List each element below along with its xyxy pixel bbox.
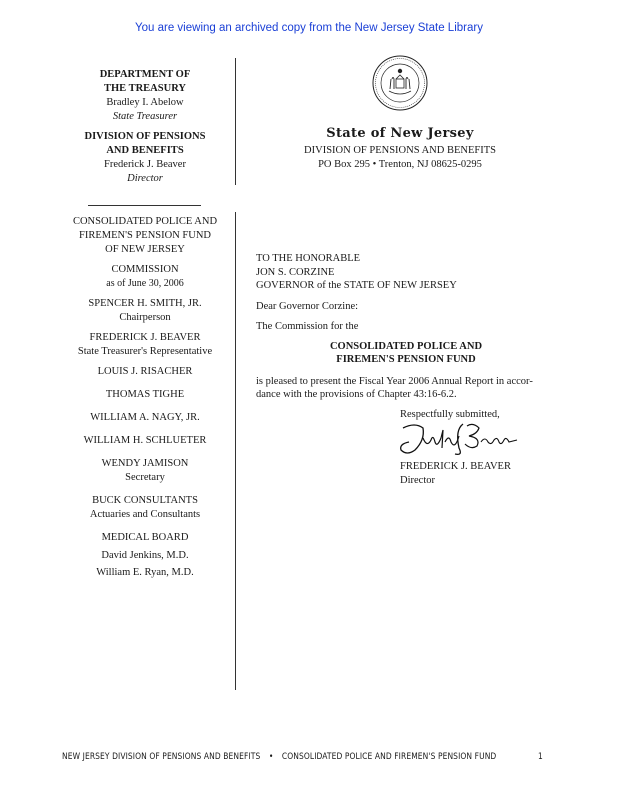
treasurer-title: State Treasurer: [112, 111, 178, 122]
signer-name: FREDERICK J. BEAVER: [400, 461, 511, 472]
state-seal-icon: [372, 55, 428, 111]
salutation: Dear Governor Corzine:: [256, 300, 359, 312]
agency-division: DIVISION OF PENSIONS AND BENEFITS: [304, 145, 496, 156]
division-line2: AND BENEFITS: [106, 145, 184, 156]
member-name: THOMAS TIGHE: [105, 389, 185, 400]
fund-name-line1: CONSOLIDATED POLICE AND: [329, 340, 483, 352]
consultants-name: BUCK CONSULTANTS: [92, 495, 198, 506]
addressee-line3: GOVERNOR of the STATE OF NEW JERSEY: [256, 280, 457, 291]
member-name: FREDERICK J. BEAVER: [89, 332, 201, 343]
handwritten-signature: [393, 420, 523, 460]
fund-name-line2: FIREMEN'S PENSION FUND: [336, 354, 476, 365]
member-name: WILLIAM H. SCHLUETER: [83, 435, 207, 446]
member-name: WILLIAM A. NAGY, JR.: [90, 412, 200, 423]
consultants-desc: Actuaries and Consultants: [89, 509, 201, 520]
page-number: 1: [538, 751, 543, 761]
archive-banner: You are viewing an archived copy from the New Jersey State Library: [135, 22, 483, 34]
closing: Respectfully submitted,: [400, 409, 500, 420]
fund-line2: FIREMEN'S PENSION FUND: [79, 230, 211, 241]
footer-left: NEW JERSEY DIVISION OF PENSIONS AND BENEFITS: [62, 751, 261, 761]
agency-block: [250, 144, 550, 172]
fund-line1: CONSOLIDATED POLICE AND: [72, 216, 218, 227]
division-line1: DIVISION OF PENSIONS: [84, 131, 206, 142]
member-role: State Treasurer's Representative: [77, 346, 213, 357]
body-line1: is pleased to present the Fiscal Year 2006 Annual Report in accor-: [256, 375, 533, 387]
director-name: Frederick J. Beaver: [104, 159, 186, 170]
section-divider: [88, 205, 201, 206]
vertical-rule-bottom: [235, 212, 236, 690]
footer-right: CONSOLIDATED POLICE AND FIREMEN'S PENSION FUND: [281, 751, 497, 761]
fund-line3: OF NEW JERSEY: [105, 244, 185, 255]
medical-board-member: David Jenkins, M.D.: [101, 550, 189, 561]
member-name: SPENCER H. SMITH, JR.: [88, 298, 202, 309]
intro-text: The Commission for the: [256, 321, 359, 332]
member-name: WENDY JAMISON: [101, 458, 189, 469]
state-title: State of New Jersey: [326, 126, 474, 141]
member-name: LOUIS J. RISACHER: [97, 366, 193, 377]
vertical-rule-top: [235, 58, 236, 185]
member-role: Secretary: [125, 472, 165, 483]
agency-address: PO Box 295 • Trenton, NJ 08625-0295: [318, 159, 482, 170]
signer-title: Director: [400, 475, 435, 486]
treasurer-name: Bradley I. Abelow: [106, 97, 184, 108]
addressee-line1: TO THE HONORABLE: [256, 253, 361, 264]
dept-line2: THE TREASURY: [103, 83, 186, 94]
addressee-line2: JON S. CORZINE: [256, 266, 335, 278]
commission-as-of: as of June 30, 2006: [106, 278, 184, 289]
director-title: Director: [127, 173, 163, 184]
treasury-block: [58, 68, 232, 186]
member-role: Chairperson: [119, 312, 171, 323]
medical-board-heading: MEDICAL BOARD: [101, 532, 189, 543]
footer-bullet: •: [268, 751, 274, 761]
fund-commission-block: [58, 215, 232, 580]
letter-body: [256, 252, 556, 402]
commission-heading: COMMISSION: [111, 264, 179, 275]
dept-line1: DEPARTMENT OF: [99, 69, 191, 80]
body-line2: dance with the provisions of Chapter 43:16-6.2.: [256, 389, 457, 400]
page-footer: [62, 751, 562, 761]
medical-board-member: William E. Ryan, M.D.: [96, 567, 194, 578]
